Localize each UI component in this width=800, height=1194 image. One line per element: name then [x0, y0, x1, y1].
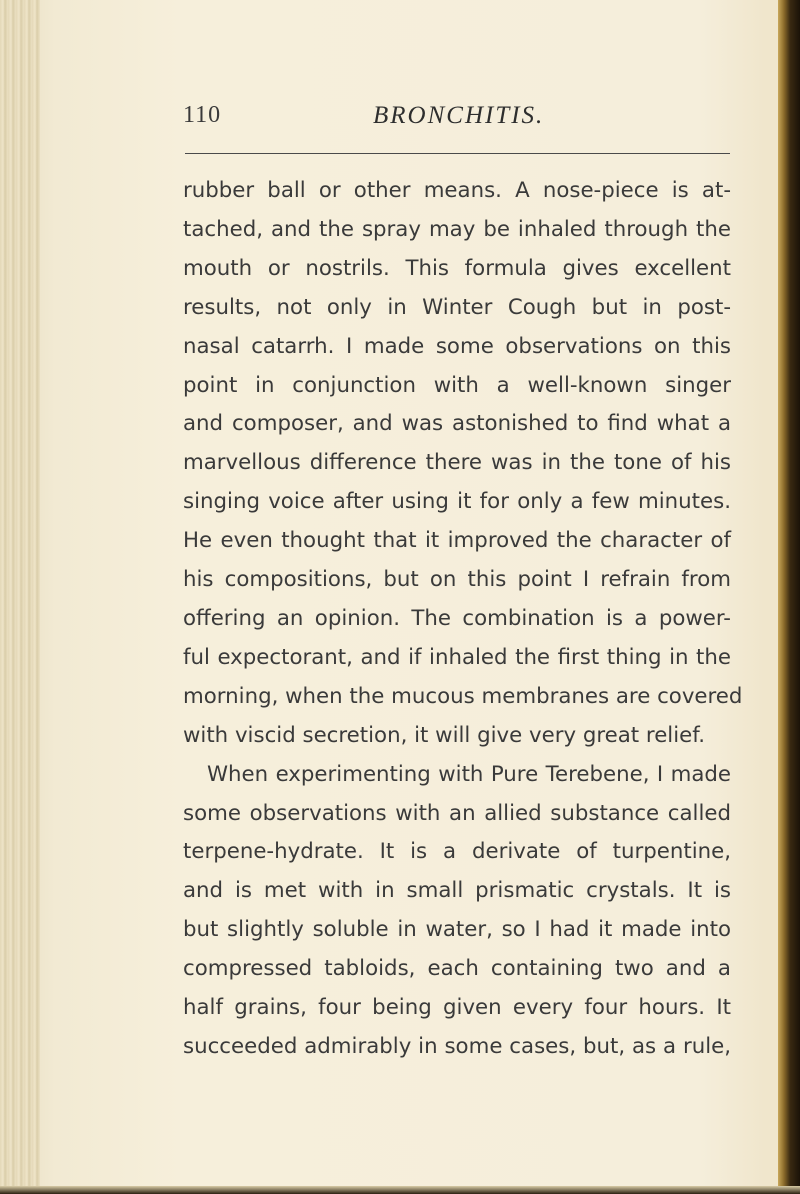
- page-edge-bottom: [0, 1186, 800, 1194]
- text-line: marvellous difference there was in the tone of his: [183, 450, 731, 476]
- text-line: some observations with an allied substance called: [183, 800, 731, 826]
- body-text: [183, 172, 743, 1067]
- text-line: mouth or nostrils. This formula gives excellent: [183, 255, 731, 281]
- text-line: He even thought that it improved the character of: [183, 528, 731, 554]
- text-line: half grains, four being given every four hours. It: [183, 995, 731, 1021]
- page-edge-right: [778, 0, 800, 1194]
- text-line: with viscid secretion, it will give very great relief.: [183, 722, 705, 748]
- text-line: but slightly soluble in water, so I had it made into: [183, 917, 731, 943]
- text-line: results, not only in Winter Cough but in post-: [183, 294, 731, 320]
- text-line: compressed tabloids, each containing two and a: [183, 956, 731, 982]
- text-line: and is met with in small prismatic crystals. It is: [183, 878, 731, 904]
- text-line: tached, and the spray may be inhaled through the: [183, 216, 731, 242]
- running-head: BRONCHITIS.: [373, 102, 545, 129]
- text-line: When experimenting with Pure Terebene, I made: [207, 761, 731, 787]
- text-line: singing voice after using it for only a few minutes.: [183, 489, 731, 515]
- text-line: offering an opinion. The combination is a power-: [183, 605, 731, 631]
- page-number: 110: [183, 102, 222, 128]
- text-line: point in conjunction with a well-known singer: [183, 372, 731, 398]
- binding-gutter: [0, 0, 40, 1194]
- text-line: his compositions, but on this point I refrain from: [183, 567, 731, 593]
- header-rule: [185, 153, 730, 154]
- text-line: ful expectorant, and if inhaled the first thing in the: [183, 644, 731, 670]
- text-line: succeeded admirably in some cases, but, as a rule,: [183, 1033, 731, 1059]
- text-line: nasal catarrh. I made some observations on this: [183, 333, 731, 359]
- text-line: terpene-hydrate. It is a derivate of turpentine,: [183, 839, 731, 865]
- page-header: [183, 102, 731, 142]
- text-line: morning, when the mucous membranes are covered: [183, 683, 743, 709]
- text-line: rubber ball or other means. A nose-piece is at-: [183, 178, 731, 203]
- text-line: and composer, and was astonished to find what a: [183, 411, 731, 437]
